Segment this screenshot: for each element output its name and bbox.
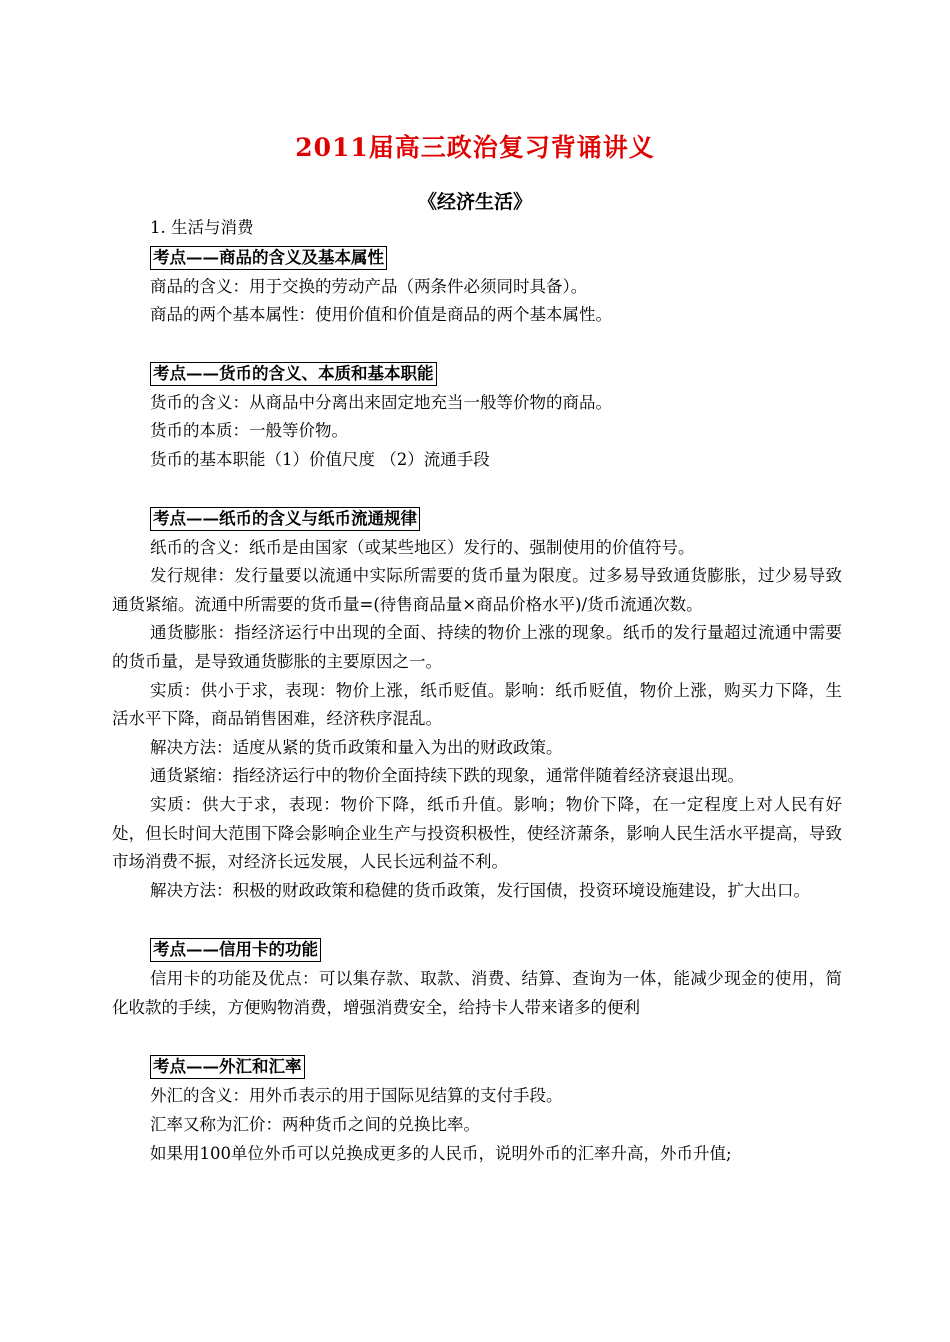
text-paragraph: 实质：供小于求，表现：物价上涨，纸币贬值。影响：纸币贬值，物价上涨，购买力下降，生活水平下降，商品销售困难，经济秩序混乱。 [112,680,842,729]
text-line: 商品的含义：用于交换的劳动产品（两条件必须同时具备）。 [150,276,588,296]
topic-block [112,504,842,906]
text-line: 汇率又称为汇价：两种货币之间的兑换比率。 [150,1115,480,1135]
text-line: 货币的含义：从商品中分离出来固定地充当一般等价物的商品。 [150,392,612,412]
text-line: 如果用100单位外币可以兑换成更多的人民币，说明外币的汇率升高，外币升值; [150,1143,732,1163]
text-line: 货币的本质：一般等价物。 [150,421,348,441]
text-line: 外汇的含义：用外币表示的用于国际见结算的支付手段。 [150,1086,563,1106]
topic-heading: 考点——货币的含义、本质和基本职能 [150,362,437,386]
text-paragraph: 发行规律：发行量要以流通中实际所需要的货币量为限度。过多易导致通货膨胀，过少易导致通货紧缩。流通中所需要的货币量=(待售商品量×商品价格水平)/货币流通次数。 [112,566,842,614]
text-line: 商品的两个基本属性：使用价值和价值是商品的两个基本属性。 [150,305,612,325]
spacer [112,475,842,504]
text-line: 货币的基本职能（1）价值尺度 （2）流通手段 [150,449,490,469]
document-title: 2011届高三政治复习背诵讲义 [295,133,655,162]
document-body [112,214,842,1168]
text-paragraph: 信用卡的功能及优点：可以集存款、取款、消费、结算、查询为一体，能减少现金的使用，简化收款的手续，方便购物消费，增强消费安全，给持卡人带来诸多的便利 [112,969,842,1017]
topic-block [112,1052,842,1168]
topic-heading: 考点——商品的含义及基本属性 [150,246,387,270]
text-line: 纸币的含义：纸币是由国家（或某些地区）发行的、强制使用的价值符号。 [150,537,695,557]
section-heading: 1. 生活与消费 [150,218,254,237]
topic-block [112,359,842,475]
topic-heading: 考点——纸币的含义与纸币流通规律 [150,507,420,531]
topic-block [112,935,842,1022]
topic-heading: 考点——信用卡的功能 [150,938,321,962]
text-paragraph: 通货紧缩：指经济运行中的物价全面持续下跌的现象，通常伴随着经济衰退出现。 [150,766,744,786]
spacer [112,1022,842,1052]
text-paragraph: 解决方法：适度从紧的货币政策和量入为出的财政政策。 [150,737,563,757]
topic-block [112,243,842,330]
spacer [112,330,842,359]
document-subtitle: 《经济生活》 [417,191,532,213]
text-paragraph: 通货膨胀：指经济运行中出现的全面、持续的物价上涨的现象。纸币的发行量超过流通中需要的货币量，是导致通货膨胀的主要原因之一。 [112,623,842,671]
text-paragraph: 实质：供大于求，表现：物价下降，纸币升值。影响；物价下降，在一定程度上对人民有好处，但长时间大范围下降会影响企业生产与投资积极性，使经济萧条，影响人民生活水平提高，导致市场消费不振，对经济长远发展，人民长远利益不利。 [112,794,842,872]
text-paragraph: 解决方法：积极的财政政策和稳健的货币政策，发行国债，投资环境设施建设，扩大出口。 [150,880,810,900]
spacer [112,905,842,935]
topic-heading: 考点——外汇和汇率 [150,1055,305,1079]
